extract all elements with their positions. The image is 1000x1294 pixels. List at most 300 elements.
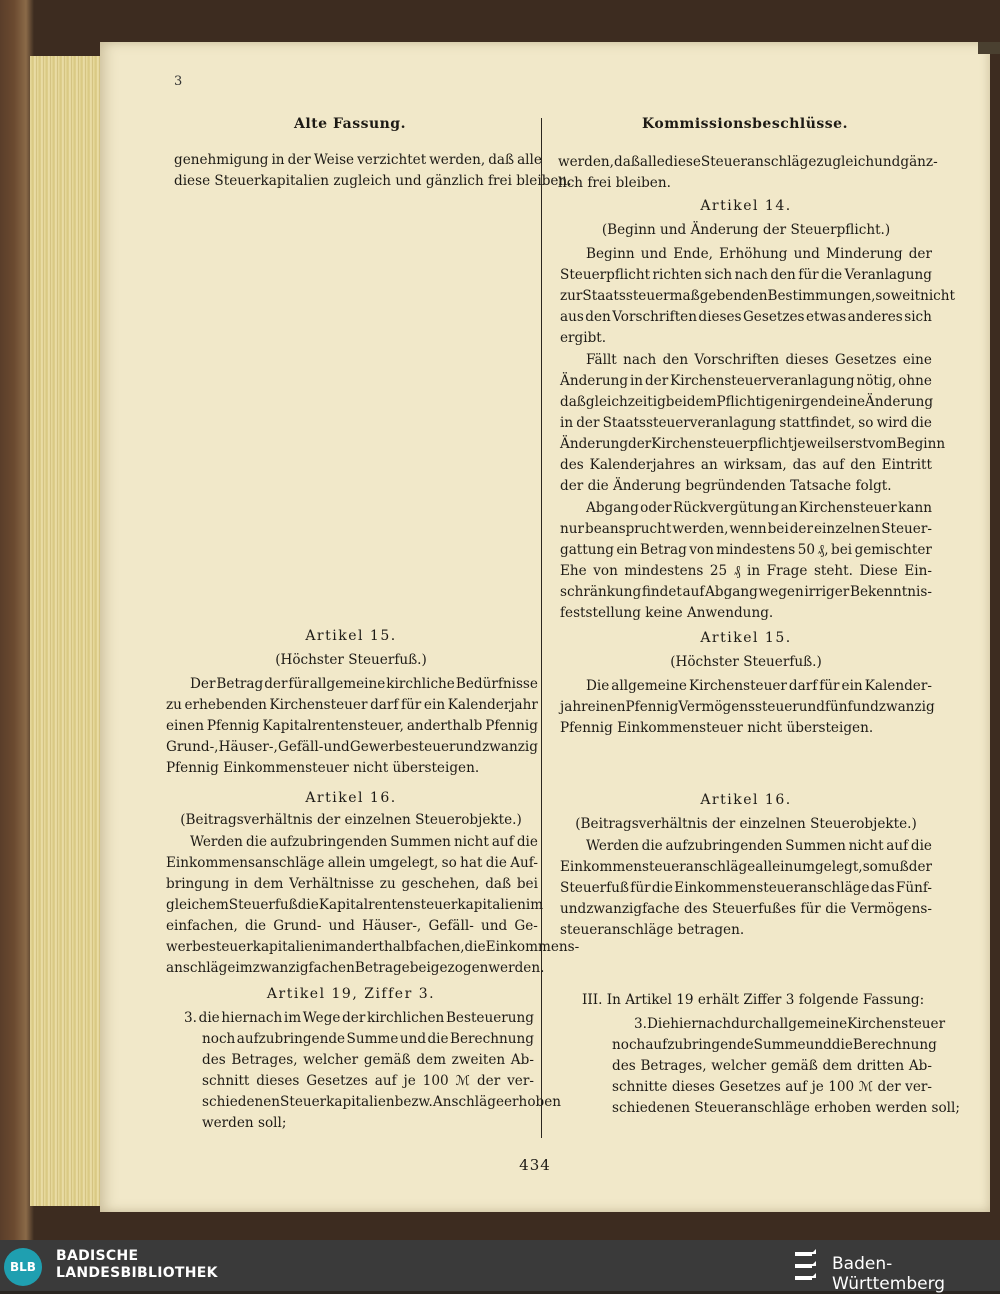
word: oder bbox=[640, 500, 672, 516]
text-line bbox=[560, 307, 932, 328]
word: darf bbox=[788, 678, 818, 694]
word: aufzubringenden bbox=[665, 838, 783, 854]
word: auf bbox=[682, 584, 705, 600]
word: Veranlagung bbox=[844, 267, 932, 283]
word: auf bbox=[491, 834, 514, 850]
word: den bbox=[585, 309, 611, 325]
text-line: steueranschläge betragen. bbox=[560, 922, 745, 938]
word: bei bbox=[665, 394, 687, 410]
word: im bbox=[525, 897, 544, 913]
word: allgemeine bbox=[611, 678, 687, 694]
text-line bbox=[560, 350, 932, 371]
right-art16-text bbox=[560, 836, 932, 941]
word: anderes bbox=[847, 309, 903, 325]
word: 100 bbox=[422, 1073, 449, 1089]
word: stattfindet, bbox=[779, 415, 856, 431]
word: Pfennig bbox=[625, 699, 679, 715]
word: der bbox=[908, 246, 932, 262]
text-line bbox=[612, 1056, 932, 1077]
word: im bbox=[235, 960, 253, 976]
word: Die bbox=[586, 678, 610, 694]
word: gemäß bbox=[363, 1052, 411, 1068]
word: noch bbox=[202, 1031, 236, 1047]
word: erst bbox=[840, 436, 868, 452]
text-line bbox=[166, 716, 538, 737]
right-art16-subtitle: (Beitragsverhältnis der einzelnen Steuerobjekte.) bbox=[575, 816, 917, 832]
word: aus bbox=[560, 309, 584, 325]
word: Gesetzes bbox=[834, 352, 897, 368]
word: richten bbox=[652, 267, 703, 283]
word: daß bbox=[560, 394, 586, 410]
word: allgemeine bbox=[309, 676, 386, 692]
word: wenn bbox=[729, 521, 767, 537]
word: Berechnung bbox=[450, 1031, 534, 1047]
word: nach bbox=[734, 267, 768, 283]
word: Betrages, bbox=[640, 1058, 707, 1074]
word: zu bbox=[166, 697, 182, 713]
word: einfachen, bbox=[166, 918, 238, 934]
word: undzwanzigfache bbox=[560, 901, 680, 917]
word: nach bbox=[623, 352, 657, 368]
word: Änderung bbox=[865, 394, 934, 410]
library-name-line1: BADISCHE bbox=[56, 1248, 139, 1264]
word: gleichem bbox=[166, 897, 229, 913]
word: das bbox=[870, 880, 895, 896]
word: gemäß bbox=[770, 1058, 818, 1074]
right-art16-title: Artikel 16. bbox=[700, 792, 792, 808]
word: Minderung bbox=[826, 246, 903, 262]
word: und bbox=[328, 918, 355, 934]
word: Vorschriften bbox=[694, 352, 780, 368]
text-line bbox=[612, 1035, 937, 1056]
word: alle bbox=[639, 154, 665, 170]
word: die bbox=[651, 880, 673, 896]
word: Ab- bbox=[908, 1058, 932, 1074]
word: in bbox=[629, 373, 644, 389]
word: fünfundzwanzig bbox=[825, 699, 935, 715]
word: Frage bbox=[766, 563, 808, 579]
word: erhoben bbox=[504, 1094, 561, 1110]
word: Betrag bbox=[216, 676, 264, 692]
word: ein bbox=[616, 542, 638, 558]
word: Änderung bbox=[560, 436, 629, 452]
word: Summen bbox=[785, 838, 846, 854]
text-line bbox=[560, 697, 935, 718]
word: schnitte bbox=[612, 1079, 668, 1095]
word: daß bbox=[488, 152, 515, 168]
word: diese bbox=[664, 154, 701, 170]
text-line bbox=[558, 152, 938, 173]
word: anderthalb bbox=[406, 718, 483, 734]
word: Beginn bbox=[586, 246, 635, 262]
text-line bbox=[612, 1077, 932, 1098]
word: Gesetzes bbox=[306, 1073, 368, 1089]
library-name-line2: LANDESBIBLIOTHEK bbox=[56, 1265, 218, 1281]
text-line bbox=[560, 519, 932, 540]
column-divider bbox=[541, 118, 542, 1138]
word: mindestens bbox=[624, 563, 704, 579]
word: 3. bbox=[184, 1010, 197, 1026]
word: Vermögenssteuer bbox=[678, 699, 799, 715]
word: gleichzeitig bbox=[585, 394, 666, 410]
word: an bbox=[780, 500, 798, 516]
word: irriger bbox=[804, 584, 850, 600]
word: und bbox=[793, 246, 820, 262]
word: wirksam, bbox=[723, 457, 787, 473]
word: des bbox=[202, 1052, 226, 1068]
word: die bbox=[641, 838, 663, 854]
word: der bbox=[264, 676, 288, 692]
word: Ge- bbox=[514, 918, 538, 934]
word: so bbox=[862, 859, 878, 875]
word: Summe bbox=[346, 1031, 399, 1047]
word: findet bbox=[641, 584, 682, 600]
word: steht. bbox=[813, 563, 853, 579]
text-line bbox=[560, 561, 932, 582]
word: die bbox=[244, 918, 267, 934]
word: hiernach bbox=[670, 1016, 732, 1032]
word: darf bbox=[370, 697, 399, 713]
word: dieses bbox=[785, 352, 829, 368]
text-line bbox=[560, 434, 946, 455]
right-art14-p2 bbox=[560, 350, 946, 497]
word: verzichtet bbox=[357, 152, 427, 168]
right-art15-text bbox=[560, 676, 935, 739]
word: wird bbox=[876, 415, 908, 431]
word: Werden bbox=[190, 834, 243, 850]
text-line bbox=[184, 1092, 561, 1113]
text-line bbox=[560, 392, 932, 413]
word: Kapitalrentensteuerkapitalien bbox=[318, 897, 526, 913]
word: zwanzig bbox=[482, 739, 538, 755]
word: Steuer- bbox=[881, 521, 932, 537]
word: einen bbox=[166, 718, 204, 734]
word: auf bbox=[785, 1079, 808, 1095]
word: daß bbox=[485, 876, 512, 892]
word: 100 bbox=[828, 1079, 855, 1095]
word: in bbox=[747, 563, 761, 579]
word: den bbox=[662, 352, 689, 368]
word: Kirchensteuerveranlagung bbox=[670, 373, 855, 389]
library-name[interactable] bbox=[56, 1248, 218, 1282]
word: dieses bbox=[671, 1079, 715, 1095]
word: Steuerkapitalien bbox=[280, 1094, 395, 1110]
book-corner bbox=[978, 42, 1000, 54]
text-line: feststellung keine Anwendung. bbox=[560, 605, 774, 621]
word: ohne bbox=[898, 373, 932, 389]
word: Steueranschläge bbox=[700, 154, 817, 170]
word: nicht bbox=[453, 834, 489, 850]
word: Fällt bbox=[586, 352, 617, 368]
word: kirchliche bbox=[386, 676, 455, 692]
word: je bbox=[811, 1079, 824, 1095]
word: zugleich bbox=[816, 154, 875, 170]
text-line bbox=[560, 286, 955, 307]
book-page-edges bbox=[30, 56, 104, 1206]
word: auf bbox=[822, 457, 845, 473]
word: etwas bbox=[805, 309, 847, 325]
word: die bbox=[297, 897, 319, 913]
word: werden, bbox=[429, 152, 486, 168]
word: Ab- bbox=[510, 1052, 534, 1068]
word: aufzubringende bbox=[236, 1031, 346, 1047]
word: Die bbox=[646, 1016, 671, 1032]
word: dem bbox=[822, 1058, 853, 1074]
word: Gewerbesteuer bbox=[349, 739, 456, 755]
word: der bbox=[908, 859, 932, 875]
word: zur bbox=[560, 288, 583, 304]
word: beansprucht bbox=[585, 521, 672, 537]
word: Gefäll- bbox=[428, 918, 474, 934]
word: Gesetzes bbox=[719, 1079, 781, 1095]
word: des bbox=[612, 1058, 636, 1074]
text-line bbox=[612, 1014, 946, 1035]
word: muß bbox=[877, 859, 909, 875]
word: der bbox=[789, 521, 813, 537]
word: die bbox=[245, 834, 268, 850]
word: bei bbox=[831, 542, 853, 558]
word: nicht bbox=[848, 838, 884, 854]
word: gänz- bbox=[900, 154, 938, 170]
word: der bbox=[877, 1079, 901, 1095]
left-intro bbox=[174, 150, 572, 192]
text-line bbox=[560, 540, 932, 561]
word: Einkommensanschläge bbox=[166, 855, 325, 871]
word: Ehe bbox=[560, 563, 587, 579]
text-line: lich frei bleiben. bbox=[558, 175, 671, 191]
word: bezw. bbox=[394, 1094, 433, 1110]
text-line bbox=[166, 937, 580, 958]
word: die bbox=[910, 415, 932, 431]
word: zu bbox=[379, 876, 396, 892]
word: Weise bbox=[313, 152, 355, 168]
word: schnitt bbox=[202, 1073, 250, 1089]
word: die bbox=[821, 267, 843, 283]
word: Häuser-, bbox=[218, 739, 278, 755]
word: irgend bbox=[790, 394, 836, 410]
text-line bbox=[560, 498, 932, 519]
word: so bbox=[441, 855, 457, 871]
word: ein bbox=[423, 697, 446, 713]
word: soweit bbox=[875, 288, 921, 304]
right-art14-title: Artikel 14. bbox=[700, 198, 792, 214]
word: und bbox=[480, 918, 508, 934]
word: Steuerfuß bbox=[560, 880, 629, 896]
word: der bbox=[287, 152, 311, 168]
word: in bbox=[234, 876, 249, 892]
word: dem bbox=[416, 1052, 446, 1068]
word: Kirchensteuer bbox=[269, 697, 368, 713]
word: bei bbox=[516, 876, 538, 892]
word: zweiten bbox=[451, 1052, 506, 1068]
word: Kirchensteuer bbox=[798, 500, 897, 516]
word: 50 bbox=[797, 542, 816, 558]
word: ein bbox=[841, 678, 863, 694]
word: werden. bbox=[488, 960, 545, 976]
word: Berechnung bbox=[852, 1037, 937, 1053]
word: Änderung bbox=[560, 373, 629, 389]
footer-bar bbox=[0, 1240, 1000, 1294]
text-line: Pfennig Einkommensteuer nicht übersteigen. bbox=[560, 720, 874, 736]
word: Pflichtigen bbox=[716, 394, 791, 410]
word: die bbox=[516, 834, 538, 850]
word: genehmigung bbox=[174, 152, 269, 168]
word: Pfennig bbox=[206, 718, 260, 734]
left-art15-title: Artikel 15. bbox=[305, 628, 397, 644]
word: bringung bbox=[166, 876, 230, 892]
text-line bbox=[166, 832, 538, 853]
word: für bbox=[288, 676, 309, 692]
word: die bbox=[825, 901, 847, 917]
word: allgemeine bbox=[771, 1016, 848, 1032]
word: Steuerfußes bbox=[712, 901, 797, 917]
word: Fünf- bbox=[895, 880, 932, 896]
word: hat bbox=[460, 855, 483, 871]
word: Bekenntnis- bbox=[849, 584, 932, 600]
word: ℳ bbox=[455, 1073, 471, 1089]
word: vom bbox=[867, 436, 897, 452]
word: und bbox=[798, 699, 825, 715]
text-line bbox=[166, 958, 545, 979]
left-art19-text bbox=[184, 1008, 561, 1134]
word: die bbox=[831, 1037, 853, 1053]
word: sich bbox=[704, 267, 733, 283]
text-line bbox=[166, 874, 538, 895]
word: der bbox=[476, 1073, 501, 1089]
right-art15-subtitle: (Höchster Steuerfuß.) bbox=[670, 654, 822, 670]
right-column-header: Kommissionsbeschlüsse. bbox=[642, 116, 848, 132]
word: je bbox=[403, 1073, 416, 1089]
left-art16-subtitle: (Beitragsverhältnis der einzelnen Steuerobjekte.) bbox=[180, 812, 522, 828]
word: eine bbox=[835, 394, 866, 410]
text-line bbox=[166, 895, 544, 916]
word: Einkommensteueranschläge bbox=[560, 859, 756, 875]
word: Betrage bbox=[354, 960, 410, 976]
word: umgelegt, bbox=[369, 855, 439, 871]
text-line: ergibt. bbox=[560, 330, 607, 346]
word: Werden bbox=[586, 838, 639, 854]
word: Kalender- bbox=[864, 678, 932, 694]
word: dem bbox=[253, 876, 284, 892]
word: und bbox=[399, 1031, 427, 1047]
word: maßgebenden bbox=[669, 288, 768, 304]
text-line: der die Änderung begründenden Tatsache folgt. bbox=[560, 478, 892, 494]
word: gemischter bbox=[854, 542, 932, 558]
left-art16-title: Artikel 16. bbox=[305, 790, 397, 806]
word: alle bbox=[517, 152, 542, 168]
page-number: 434 bbox=[519, 1156, 551, 1174]
word: Grund- bbox=[273, 918, 322, 934]
text-line bbox=[560, 455, 932, 476]
word: und bbox=[323, 739, 350, 755]
text-line bbox=[560, 371, 932, 392]
text-line: schiedenen Steueranschläge erhoben werden soll; bbox=[612, 1100, 960, 1116]
word: welcher bbox=[303, 1052, 359, 1068]
word: zwanzigfachen bbox=[252, 960, 355, 976]
word: Der bbox=[190, 676, 216, 692]
word: Steuerpflicht bbox=[560, 267, 651, 283]
word: Gesetzes bbox=[742, 309, 805, 325]
word: für bbox=[800, 901, 821, 917]
word: die bbox=[198, 1010, 220, 1026]
word: Erhöhung bbox=[719, 246, 788, 262]
word: Beginn bbox=[896, 436, 946, 452]
text-line bbox=[166, 674, 538, 695]
word: Ende, bbox=[673, 246, 713, 262]
text-line bbox=[166, 916, 538, 937]
word: den bbox=[770, 267, 796, 283]
word: 3. bbox=[634, 1016, 647, 1032]
word: dritten bbox=[856, 1058, 905, 1074]
word: nur bbox=[560, 521, 585, 537]
word: in bbox=[560, 415, 574, 431]
word: der bbox=[576, 415, 600, 431]
word: werden, bbox=[558, 154, 615, 170]
word: Kirchensteuer bbox=[688, 678, 787, 694]
word: Grund-, bbox=[166, 739, 219, 755]
word: dieses bbox=[698, 309, 742, 325]
word: der bbox=[628, 436, 652, 452]
word: jahr bbox=[560, 699, 588, 715]
word: beigezogen bbox=[409, 960, 489, 976]
word: Pfennig bbox=[485, 718, 538, 734]
word: und bbox=[640, 246, 667, 262]
word: eine bbox=[902, 352, 932, 368]
word: Ein- bbox=[904, 563, 932, 579]
state-name[interactable]: Baden-Württemberg bbox=[832, 1254, 946, 1294]
text-line bbox=[184, 1071, 534, 1092]
text-line: diese Steuerkapitalien zugleich und gänzlich frei bleiben. bbox=[174, 173, 572, 189]
word: Kapitalrentensteuer, bbox=[262, 718, 404, 734]
text-line bbox=[184, 1029, 534, 1050]
word: die bbox=[910, 838, 932, 854]
word: und bbox=[455, 739, 482, 755]
text-line: werden soll; bbox=[202, 1115, 287, 1131]
word: der bbox=[342, 1010, 366, 1026]
right-section-iii-text bbox=[612, 1014, 960, 1119]
text-line: Pfennig Einkommensteuer nicht übersteigen. bbox=[166, 760, 480, 776]
word: welcher bbox=[711, 1058, 767, 1074]
word: gattung bbox=[560, 542, 614, 558]
word: einen bbox=[587, 699, 626, 715]
word: kann bbox=[898, 500, 932, 516]
word: die bbox=[464, 939, 486, 955]
word: schiedenen bbox=[202, 1094, 281, 1110]
text-line bbox=[174, 150, 542, 171]
word: aufzubringenden bbox=[270, 834, 388, 850]
text-line bbox=[166, 695, 538, 716]
word: Rückvergütung bbox=[672, 500, 780, 516]
word: nötig, bbox=[856, 373, 897, 389]
word: auf bbox=[374, 1073, 397, 1089]
word: Auf- bbox=[510, 855, 538, 871]
word: ver- bbox=[905, 1079, 932, 1095]
word: für bbox=[401, 697, 422, 713]
text-line bbox=[560, 676, 932, 697]
word: geschehen, bbox=[401, 876, 480, 892]
word: Verhältnisse bbox=[289, 876, 375, 892]
word: dieses bbox=[256, 1073, 300, 1089]
word: Summe bbox=[753, 1037, 806, 1053]
right-art14-p1 bbox=[560, 244, 955, 349]
blb-logo[interactable]: BLB bbox=[4, 1248, 42, 1286]
word: ℳ bbox=[858, 1079, 874, 1095]
word: im bbox=[321, 939, 339, 955]
text-line bbox=[560, 413, 932, 434]
word: Einkommens- bbox=[485, 939, 580, 955]
word: Abgang bbox=[705, 584, 758, 600]
word: Staatssteuerveranlagung bbox=[602, 415, 777, 431]
